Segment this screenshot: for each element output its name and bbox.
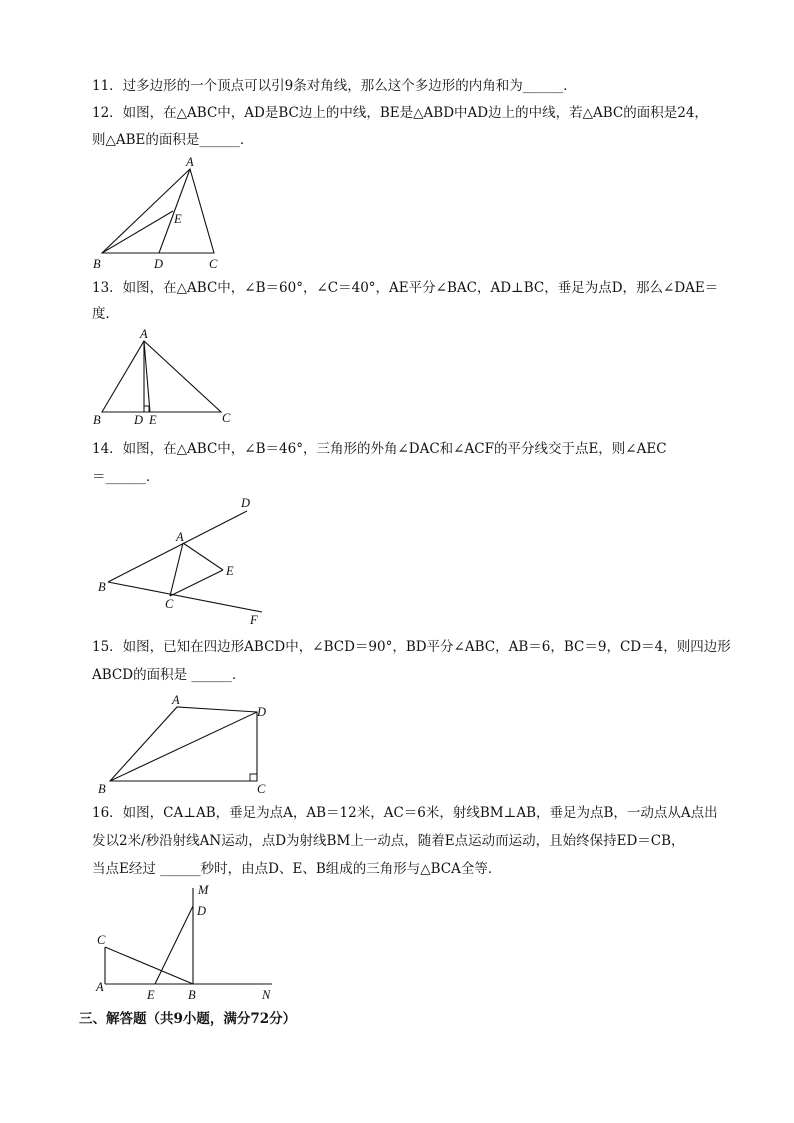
label-a: A xyxy=(96,980,104,994)
segment-ed xyxy=(155,906,193,984)
label-b: B xyxy=(188,988,196,1002)
question-12-figure xyxy=(80,150,250,275)
question-13-line-1: 13．如图，在△ABC中，∠B＝60°，∠C＝40°，AE平分∠BAC，AD⊥BC，垂足为点D，那么∠DAE＝ xyxy=(92,280,719,296)
label-c: C xyxy=(209,257,218,271)
label-d: D xyxy=(241,496,251,510)
label-d: D xyxy=(197,904,207,918)
question-13-line-2: 度． xyxy=(92,306,119,322)
label-e: E xyxy=(226,564,234,578)
label-a: A xyxy=(140,327,148,341)
label-a: A xyxy=(172,693,180,707)
question-16-figure xyxy=(88,880,288,1005)
label-c: C xyxy=(165,597,174,611)
label-b: B xyxy=(93,413,101,427)
question-16-line-3: 当点E经过 ______秒时，由点D、E、B组成的三角形与△BCA全等． xyxy=(92,861,502,877)
segment-ae xyxy=(183,543,223,570)
label-m: M xyxy=(198,883,209,897)
bisector-ae xyxy=(144,341,150,412)
triangle-abc xyxy=(102,169,214,253)
median-be xyxy=(102,211,173,253)
question-11-text: 11．过多边形的一个顶点可以引9条对角线，那么这个多边形的内角和为______． xyxy=(92,78,577,94)
quadrilateral-abcd xyxy=(110,707,257,781)
label-b: B xyxy=(98,782,106,796)
label-c: C xyxy=(97,933,106,947)
label-a: A xyxy=(176,530,184,544)
question-14-line-1: 14．如图，在△ABC中，∠B＝46°，三角形的外角∠DAC和∠ACF的平分线交于点E，则∠AEC xyxy=(92,441,667,457)
question-13-figure xyxy=(85,327,245,432)
label-d: D xyxy=(257,705,267,719)
question-12-line-2: 则△ABE的面积是______． xyxy=(92,132,254,148)
question-16-line-2: 发以2米/秒沿射线AN运动，点D为射线BM上一动点，随着E点运动而运动，且始终保持ED＝CB， xyxy=(92,833,685,849)
median-ad xyxy=(159,169,190,253)
segment-cb xyxy=(105,947,193,984)
question-14-figure xyxy=(90,490,280,630)
diagonal-bd xyxy=(110,712,257,781)
label-d: D xyxy=(134,413,144,427)
question-15-line-1: 15．如图，已知在四边形ABCD中，∠BCD＝90°，BD平分∠ABC，AB＝6，BC＝9，CD＝4，则四边形 xyxy=(92,639,731,655)
label-f: F xyxy=(250,613,258,627)
question-16-line-1: 16．如图，CA⊥AB，垂足为点A，AB＝12米，AC＝6米，射线BM⊥AB，垂足为点B，一动点从A点出 xyxy=(92,805,718,821)
label-b: B xyxy=(98,580,106,594)
segment-ac xyxy=(170,543,183,596)
triangle-abc xyxy=(102,341,221,412)
label-d: D xyxy=(154,257,164,271)
label-e: E xyxy=(174,212,182,226)
label-e: E xyxy=(149,413,157,427)
label-n: N xyxy=(262,988,271,1002)
label-e: E xyxy=(147,988,155,1002)
label-c: C xyxy=(257,782,266,796)
label-a: A xyxy=(186,155,194,169)
question-15-figure xyxy=(90,690,280,800)
question-12-line-1: 12．如图，在△ABC中，AD是BC边上的中线，BE是△ABD中AD边上的中线，若△ABC的面积是24， xyxy=(92,105,708,121)
right-angle-mark xyxy=(144,406,149,412)
ray-bf xyxy=(108,582,262,612)
right-angle-mark xyxy=(250,774,257,781)
section-3-heading: 三、解答题（共9小题，满分72分） xyxy=(79,1011,297,1027)
label-c: C xyxy=(222,411,231,425)
segment-ce xyxy=(170,570,223,596)
question-15-line-2: ABCD的面积是 ______． xyxy=(92,667,246,683)
label-b: B xyxy=(93,257,101,271)
question-14-line-2: ＝______． xyxy=(92,469,160,485)
